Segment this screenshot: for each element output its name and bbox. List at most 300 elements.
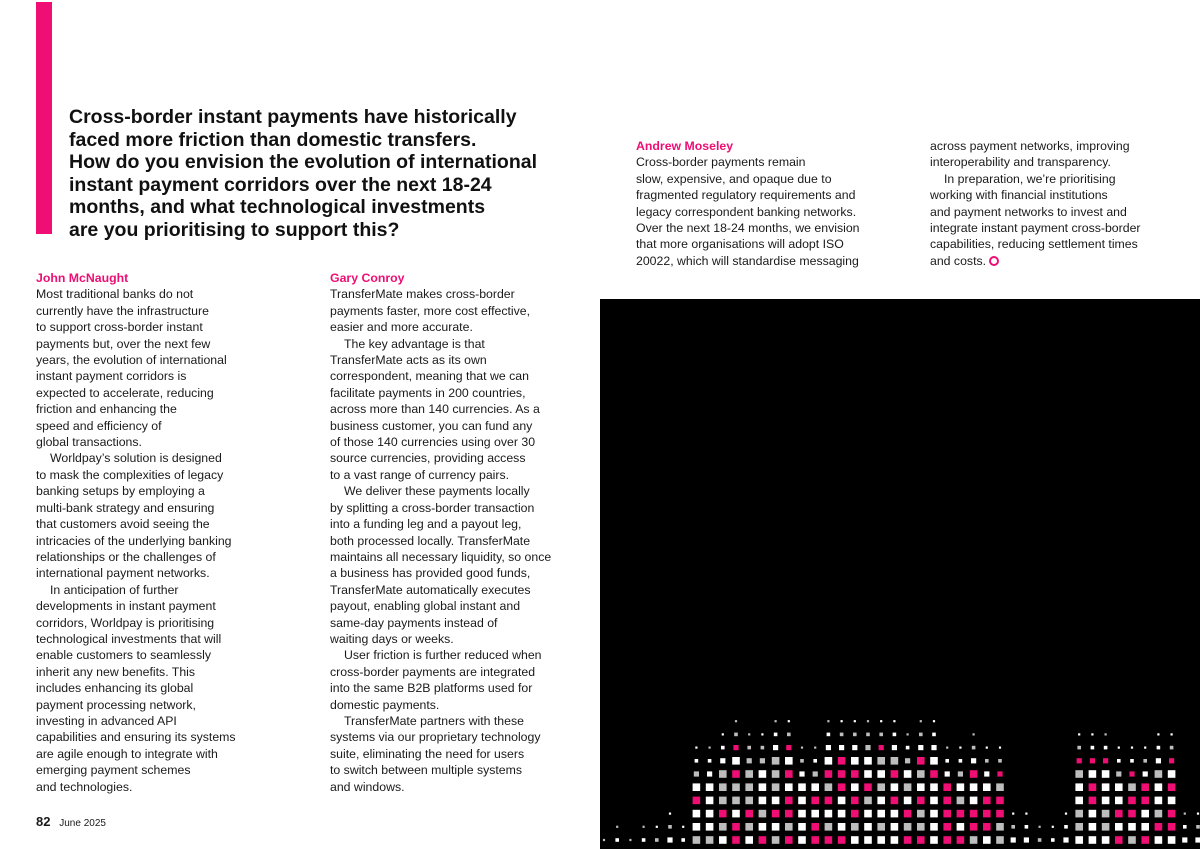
matrix-dot [852, 745, 857, 750]
matrix-dot [851, 823, 859, 831]
answer-text [930, 138, 1192, 269]
matrix-dot [722, 733, 724, 735]
issue-date: June 2025 [59, 818, 106, 829]
matrix-dot [798, 810, 806, 818]
text-line: and payment networks to invest and [930, 204, 1127, 219]
text-line: The key advantage is that [344, 336, 485, 351]
matrix-dot [877, 757, 885, 765]
matrix-dot [930, 783, 938, 791]
matrix-dot [1141, 797, 1149, 805]
matrix-dot [1089, 797, 1097, 805]
text-line: payment processing network, [36, 697, 196, 712]
matrix-dot [668, 825, 672, 829]
matrix-dot [643, 826, 645, 828]
text-line: investing in advanced API [36, 713, 177, 728]
matrix-dot [930, 823, 938, 831]
text-line: correspondent, meaning that we can [330, 369, 529, 384]
matrix-dot [970, 836, 978, 844]
matrix-dot [918, 745, 923, 750]
matrix-dot [682, 826, 684, 828]
answer-text [330, 286, 592, 795]
text-line: of those 140 currencies using over 30 [330, 435, 536, 450]
matrix-dot [785, 797, 793, 805]
text-line: waiting days or weeks. [330, 631, 454, 646]
text-line: a business has provided good funds, [330, 566, 531, 581]
text-line: multi-bank strategy and ensuring [36, 500, 215, 515]
matrix-dot [1077, 758, 1082, 763]
text-line: are agile enough to integrate with [36, 746, 218, 761]
matrix-dot [1128, 797, 1136, 805]
matrix-dot [1115, 810, 1123, 818]
text-line: both processed locally. TransferMate [330, 533, 531, 548]
matrix-dot [761, 733, 763, 735]
matrix-dot [720, 758, 725, 763]
matrix-dot [957, 810, 965, 818]
text-line: into a funding leg and a payout leg, [330, 517, 522, 532]
text-line: integrate instant payment cross-border [930, 221, 1141, 236]
text-line: friction and enhancing the [36, 402, 177, 417]
text-line: that customers avoid seeing the [36, 517, 210, 532]
matrix-dot [772, 770, 780, 778]
text-line: cross-border payments are integrated [330, 664, 536, 679]
matrix-dot [973, 733, 975, 735]
matrix-dot [1064, 825, 1068, 829]
answer-andrew-moseley-continued [930, 138, 1192, 269]
matrix-dot [1182, 837, 1187, 842]
matrix-dot [1038, 838, 1042, 842]
matrix-dot [655, 838, 659, 842]
matrix-dot [669, 813, 671, 815]
text-line: source currencies, providing access [330, 451, 526, 466]
matrix-dot [930, 797, 938, 805]
matrix-dot [642, 838, 646, 842]
matrix-dot [1105, 733, 1107, 735]
matrix-dot [799, 771, 804, 776]
matrix-dot [1102, 770, 1110, 778]
matrix-dot [1063, 837, 1068, 842]
matrix-dot [1115, 823, 1123, 831]
matrix-dot [827, 720, 829, 722]
matrix-dot [838, 810, 846, 818]
matrix-dot [851, 757, 859, 765]
matrix-dot [811, 810, 819, 818]
matrix-dot [891, 770, 899, 778]
matrix-dot [1155, 836, 1163, 844]
matrix-dot [745, 823, 753, 831]
matrix-dot [1104, 746, 1108, 750]
matrix-dot [825, 783, 833, 791]
matrix-dot [866, 733, 870, 737]
matrix-dot [1102, 797, 1110, 805]
matrix-dot [891, 797, 899, 805]
matrix-dot [865, 745, 870, 750]
matrix-dot [877, 783, 885, 791]
matrix-dot [706, 783, 714, 791]
matrix-dot [943, 797, 951, 805]
matrix-dot [904, 810, 912, 818]
matrix-dot [693, 783, 701, 791]
matrix-dot [891, 810, 899, 818]
matrix-dot [785, 770, 793, 778]
matrix-dot [904, 797, 912, 805]
matrix-dot [1065, 813, 1067, 815]
matrix-dot [760, 758, 765, 763]
question-line: are you prioritising to support this? [69, 218, 400, 241]
matrix-dot [904, 770, 912, 778]
matrix-dot [748, 733, 750, 735]
matrix-dot [706, 836, 714, 844]
text-line: includes enhancing its global [36, 681, 194, 696]
matrix-dot [864, 770, 872, 778]
matrix-dot [851, 797, 859, 805]
answer-john-mcnaught [36, 270, 298, 795]
matrix-dot [693, 810, 701, 818]
matrix-dot [907, 733, 909, 735]
matrix-dot [695, 747, 697, 749]
matrix-dot [854, 720, 856, 722]
matrix-dot [917, 810, 925, 818]
matrix-dot [732, 810, 740, 818]
matrix-dot [785, 823, 793, 831]
question-line: months, and what technological investments [69, 196, 486, 218]
matrix-dot [616, 826, 618, 828]
matrix-dot [864, 797, 872, 805]
matrix-dot [864, 757, 872, 765]
matrix-dot [959, 759, 963, 763]
matrix-dot [759, 836, 767, 844]
matrix-dot [773, 745, 778, 750]
matrix-dot [851, 810, 859, 818]
text-line: and windows. [330, 779, 405, 794]
matrix-dot [971, 758, 976, 763]
text-line: technological investments that will [36, 631, 222, 646]
matrix-dot [1168, 783, 1176, 791]
matrix-dot [1170, 746, 1174, 750]
matrix-dot [708, 759, 712, 763]
text-line: by splitting a cross-border transaction [330, 500, 535, 515]
matrix-dot [721, 746, 725, 750]
matrix-dot [996, 810, 1004, 818]
text-line: across more than 140 currencies. As a [330, 402, 540, 417]
matrix-dot [996, 836, 1004, 844]
text-line: User friction is further reduced when [344, 648, 542, 663]
matrix-dot [1168, 836, 1176, 844]
matrix-dot [787, 733, 791, 737]
matrix-dot [996, 823, 1004, 831]
matrix-dot [1012, 813, 1014, 815]
text-line: TransferMate acts as its own [330, 353, 487, 368]
matrix-dot [772, 797, 780, 805]
matrix-dot [943, 810, 951, 818]
matrix-dot [851, 783, 859, 791]
matrix-dot [772, 823, 780, 831]
matrix-dot [1075, 823, 1083, 831]
matrix-dot [917, 823, 925, 831]
matrix-dot [785, 836, 793, 844]
text-line: to switch between multiple systems [330, 763, 523, 778]
matrix-dot [732, 770, 740, 778]
text-line: to a vast range of currency pairs. [330, 467, 510, 482]
matrix-dot [1075, 783, 1083, 791]
matrix-dot [996, 783, 1004, 791]
matrix-dot [1156, 758, 1161, 763]
matrix-dot [970, 770, 978, 778]
matrix-dot [798, 836, 806, 844]
matrix-dot [877, 797, 885, 805]
matrix-dot [759, 810, 767, 818]
matrix-dot [917, 757, 925, 765]
matrix-dot [904, 783, 912, 791]
matrix-dot [957, 783, 965, 791]
matrix-dot [943, 836, 951, 844]
matrix-dot [970, 810, 978, 818]
matrix-dot [1115, 797, 1123, 805]
matrix-dot [811, 823, 819, 831]
matrix-dot [1169, 758, 1174, 763]
matrix-dot [719, 797, 727, 805]
matrix-dot [811, 783, 819, 791]
matrix-dot [747, 758, 752, 763]
matrix-dot [1129, 771, 1134, 776]
matrix-dot [759, 823, 767, 831]
matrix-dot [877, 836, 885, 844]
matrix-dot [800, 759, 804, 763]
text-line: relationships or the challenges of [36, 549, 216, 564]
matrix-dot [838, 770, 846, 778]
matrix-dot [798, 783, 806, 791]
matrix-dot [945, 759, 949, 763]
matrix-dot [972, 746, 976, 750]
matrix-dot [891, 757, 899, 765]
matrix-dot [1141, 823, 1149, 831]
matrix-dot [825, 757, 833, 765]
matrix-dot [943, 823, 951, 831]
matrix-dot [693, 823, 701, 831]
matrix-dot [775, 720, 777, 722]
matrix-dot [1078, 733, 1080, 735]
matrix-dot [970, 797, 978, 805]
matrix-dot [707, 771, 712, 776]
matrix-dot [997, 771, 1002, 776]
matrix-dot [813, 759, 817, 763]
matrix-dot [893, 733, 897, 737]
matrix-dot [1102, 836, 1110, 844]
matrix-dot [984, 771, 989, 776]
matrix-dot [891, 783, 899, 791]
matrix-dot [1128, 836, 1136, 844]
matrix-dot [719, 770, 727, 778]
matrix-dot [811, 836, 819, 844]
matrix-dot [785, 783, 793, 791]
text-line: 20022, which will standardise messaging [636, 253, 859, 268]
matrix-dot [798, 797, 806, 805]
matrix-dot [694, 771, 699, 776]
matrix-dot [1024, 837, 1029, 842]
question-line: faced more friction than domestic transfers. [69, 128, 477, 151]
matrix-dot [1089, 823, 1097, 831]
question-line: instant payment corridors over the next 18-24 [69, 173, 492, 196]
matrix-dot [814, 747, 816, 749]
matrix-dot [970, 783, 978, 791]
text-line: Most traditional banks do not [36, 287, 194, 302]
matrix-dot [930, 770, 938, 778]
text-line: developments in instant payment [36, 599, 216, 614]
matrix-dot [877, 810, 885, 818]
matrix-dot [867, 720, 869, 722]
text-line: intricacies of the underlying banking [36, 533, 232, 548]
matrix-dot [745, 797, 753, 805]
matrix-dot [747, 746, 751, 750]
matrix-dot [840, 733, 844, 737]
text-line: interoperability and transparency. [930, 155, 1111, 170]
interview-question [69, 106, 569, 241]
text-line: international payment networks. [36, 566, 210, 581]
text-line: emerging payment schemes [36, 763, 191, 778]
matrix-dot [1025, 813, 1027, 815]
matrix-dot [1141, 783, 1149, 791]
matrix-dot [825, 836, 833, 844]
matrix-dot [1075, 810, 1083, 818]
matrix-dot [999, 747, 1001, 749]
matrix-dot [838, 823, 846, 831]
matrix-dot [958, 771, 963, 776]
matrix-dot [615, 838, 619, 842]
text-line: slow, expensive, and opaque due to [636, 171, 832, 186]
question-line: Cross-border instant payments have historically [69, 106, 517, 128]
matrix-dot [904, 823, 912, 831]
matrix-dot [772, 757, 780, 765]
matrix-dot [656, 826, 658, 828]
matrix-dot [851, 836, 859, 844]
matrix-dot [904, 836, 912, 844]
text-line: speed and efficiency of [36, 418, 162, 433]
text-line: fragmented regulatory requirements and [636, 188, 856, 203]
matrix-dot [827, 733, 831, 737]
matrix-dot [693, 797, 701, 805]
accent-bar [36, 2, 52, 234]
matrix-dot [998, 759, 1002, 763]
matrix-dot [732, 783, 740, 791]
text-line: We deliver these payments locally [344, 484, 530, 499]
text-line: suite, eliminating the need for users [330, 746, 525, 761]
matrix-dot [1155, 823, 1163, 831]
text-line: capabilities, reducing settlement times [930, 237, 1138, 252]
matrix-dot [1144, 747, 1146, 749]
matrix-dot [1052, 826, 1054, 828]
matrix-dot [920, 720, 922, 722]
matrix-dot [930, 810, 938, 818]
matrix-dot [1117, 759, 1121, 763]
text-line: inherit any new benefits. This [36, 664, 196, 679]
answer-text [636, 154, 898, 269]
text-line: capabilities and ensuring its systems [36, 730, 236, 745]
matrix-dot [905, 758, 910, 763]
text-line: Worldpay’s solution is designed [50, 451, 222, 466]
answer-andrew-moseley [636, 138, 898, 269]
matrix-dot [943, 783, 951, 791]
matrix-dot [709, 747, 711, 749]
matrix-dot [1116, 771, 1121, 776]
matrix-dot [1102, 823, 1110, 831]
text-line: same-day payments instead of [330, 615, 498, 630]
matrix-dot [877, 770, 885, 778]
matrix-dot [1115, 783, 1123, 791]
matrix-dot [959, 747, 961, 749]
respondent-name: John McNaught [36, 271, 129, 285]
matrix-dot [1196, 825, 1200, 829]
text-line: enable customers to seamlessly [36, 648, 211, 663]
matrix-dot [772, 783, 780, 791]
matrix-dot [946, 747, 948, 749]
text-line: In preparation, we’re prioritising [944, 171, 1116, 186]
matrix-dot [996, 797, 1004, 805]
matrix-dot [1183, 825, 1187, 829]
matrix-dot [1141, 810, 1149, 818]
matrix-dot [732, 797, 740, 805]
text-line: easier and more accurate. [330, 320, 473, 335]
matrix-dot [841, 720, 843, 722]
matrix-dot [825, 770, 833, 778]
text-line: and technologies. [36, 779, 133, 794]
text-line: TransferMate makes cross-border [330, 287, 515, 302]
matrix-dot [879, 733, 883, 737]
matrix-dot [864, 836, 872, 844]
text-line: and costs. [930, 253, 1192, 269]
matrix-dot [693, 836, 701, 844]
matrix-dot [1130, 759, 1134, 763]
text-line: to mask the complexities of legacy [36, 467, 224, 482]
matrix-dot [1090, 758, 1095, 763]
matrix-dot [798, 823, 806, 831]
matrix-dot [1184, 813, 1186, 815]
matrix-dot [1051, 838, 1055, 842]
text-line: instant payment corridors is [36, 369, 187, 384]
matrix-dot [706, 823, 714, 831]
respondent-name: Andrew Moseley [636, 139, 734, 153]
matrix-dot [719, 810, 727, 818]
matrix-dot [877, 823, 885, 831]
matrix-dot [893, 720, 895, 722]
matrix-dot [1131, 747, 1133, 749]
matrix-dot [1168, 810, 1176, 818]
matrix-dot [719, 783, 727, 791]
matrix-dot [1168, 770, 1176, 778]
text-line: legacy correspondent banking networks. [636, 204, 857, 219]
page-number: 82 [36, 814, 51, 829]
text-line: currently have the infrastructure [36, 303, 209, 318]
matrix-dot [826, 745, 831, 750]
matrix-dot [1075, 770, 1083, 778]
matrix-dot [732, 823, 740, 831]
answer-gary-conroy [330, 270, 592, 795]
matrix-dot [931, 745, 936, 750]
matrix-dot [745, 770, 753, 778]
matrix-dot [1075, 836, 1083, 844]
matrix-dot [825, 797, 833, 805]
matrix-dot [719, 836, 727, 844]
matrix-dot [629, 839, 631, 841]
matrix-dot [983, 836, 991, 844]
text-line: to support cross-border instant [36, 320, 203, 335]
page-footer [36, 814, 106, 829]
matrix-dot [838, 757, 846, 765]
matrix-dot [1039, 826, 1041, 828]
decorative-dot-matrix-image [600, 299, 1200, 849]
matrix-dot [985, 759, 989, 763]
matrix-dot [733, 745, 738, 750]
matrix-dot [1143, 771, 1148, 776]
matrix-dot [825, 810, 833, 818]
